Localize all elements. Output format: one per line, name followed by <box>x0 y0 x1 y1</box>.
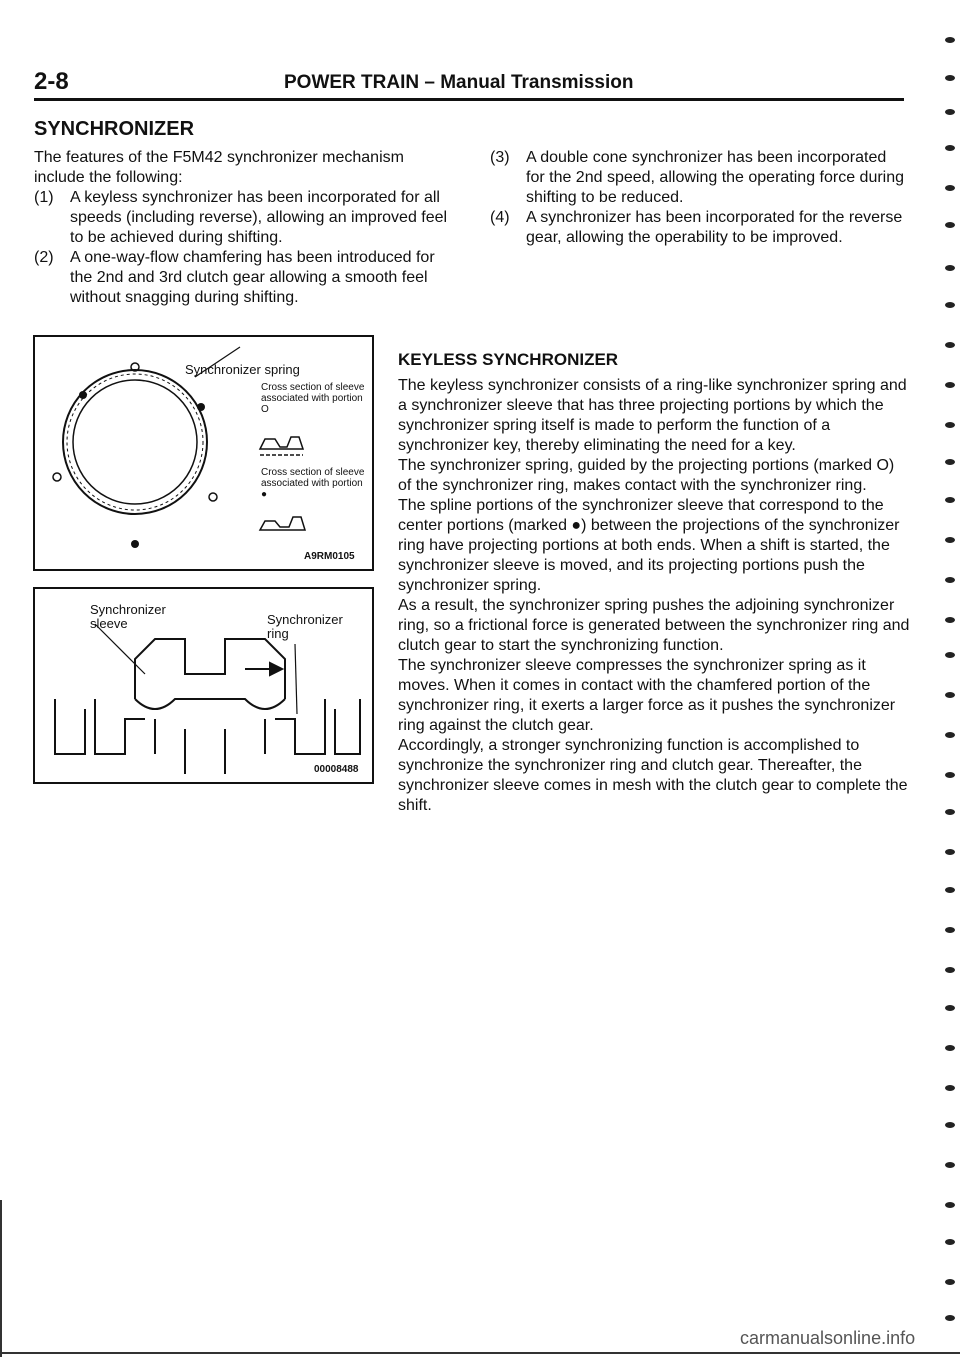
figure1-title: Synchronizer spring <box>185 362 300 377</box>
feature-item-1 <box>34 188 454 248</box>
feature-item-number: (1) <box>34 189 54 206</box>
feature-item-number: (3) <box>490 149 510 166</box>
keyless-paragraph: The keyless synchronizer consists of a ring-like synchronizer spring and a synchronizer sleeve that has three projecting portions by which the synchronizer spring itself is made to perform the function of a synchronizer key, thereby eliminating the need for a key. <box>398 377 907 454</box>
feature-item-text: A keyless synchronizer has been incorporated for all speeds (including reverse), allowing an improved feel to be achieved during shifting. <box>70 189 448 246</box>
keyless-synchronizer-section <box>398 350 910 816</box>
intro-left-column <box>34 148 454 308</box>
figure2-label-sleeve: Synchronizer sleeve <box>90 602 166 631</box>
feature-item-text: A one-way-flow chamfering has been introduced for the 2nd and 3rd clutch gear allowing a smooth feel without snagging during shifting. <box>70 249 435 306</box>
keyless-paragraph: As a result, the synchronizer spring pushes the adjoining synchronizer ring, so a frictional force is generated between the synchronizer ring and clutch gear to start the synchronizing function. <box>398 597 910 654</box>
binding-hole-marks <box>936 0 960 1357</box>
synchronizer-spring-figure <box>33 335 374 571</box>
feature-item-3 <box>490 148 905 208</box>
intro-right-column <box>490 148 905 248</box>
keyless-paragraph: The synchronizer sleeve compresses the synchronizer spring as it moves. When it comes in contact with the chamfered portion of the synchronizer ring, it exerts a larger force as it pushes the synchronizer ring against the clutch gear. <box>398 657 896 734</box>
page-number: 2-8 <box>34 68 69 95</box>
keyless-paragraph: The spline portions of the synchronizer sleeve that correspond to the center portions (marked ●) between the projections of the synchronizer ring have projecting portions at both ends. When a shift is started, the synchronizer sleeve is moved, and its projecting portions push the synchronizer spring. <box>398 497 900 594</box>
feature-item-text: A synchronizer has been incorporated for the reverse gear, allowing the operability to be improved. <box>526 209 903 246</box>
footer-watermark: carmanualsonline.info <box>740 1328 916 1348</box>
figure1-label-filled: Cross section of sleeve associated with portion ● <box>261 467 365 500</box>
keyless-paragraph: The synchronizer spring, guided by the projecting portions (marked O) of the synchronizer ring, makes contact with the synchronizer ring. <box>398 457 895 494</box>
keyless-paragraph: Accordingly, a stronger synchronizing function is accomplished to synchronize the synchronizer ring and clutch gear. Thereafter, the synchronizer sleeve comes in mesh with the clutch gear to complete the shift. <box>398 737 908 814</box>
intro-lead: The features of the F5M42 synchronizer mechanism include the following: <box>34 149 404 186</box>
figure1-label-open: Cross section of sleeve associated with portion O <box>261 382 365 415</box>
bottom-rule <box>0 1352 960 1354</box>
left-edge-rule <box>0 1200 2 1357</box>
section-title: SYNCHRONIZER <box>34 118 195 140</box>
feature-item-4 <box>490 208 905 248</box>
page-header <box>34 68 904 98</box>
page-header-title: POWER TRAIN – Manual Transmission <box>284 72 634 93</box>
figure2-label-ring: Synchronizer ring <box>267 612 343 641</box>
header-rule <box>34 98 904 101</box>
figure2-code: 00008488 <box>314 764 359 775</box>
feature-item-number: (4) <box>490 209 510 226</box>
keyless-title: KEYLESS SYNCHRONIZER <box>398 350 619 369</box>
figure1-code: A9RM0105 <box>304 551 355 562</box>
feature-item-text: A double cone synchronizer has been incorporated for the 2nd speed, allowing the operating force during shifting to be reduced. <box>526 149 905 206</box>
feature-item-2 <box>34 248 454 308</box>
feature-item-number: (2) <box>34 249 54 266</box>
synchronizer-cross-section-figure <box>33 587 374 784</box>
